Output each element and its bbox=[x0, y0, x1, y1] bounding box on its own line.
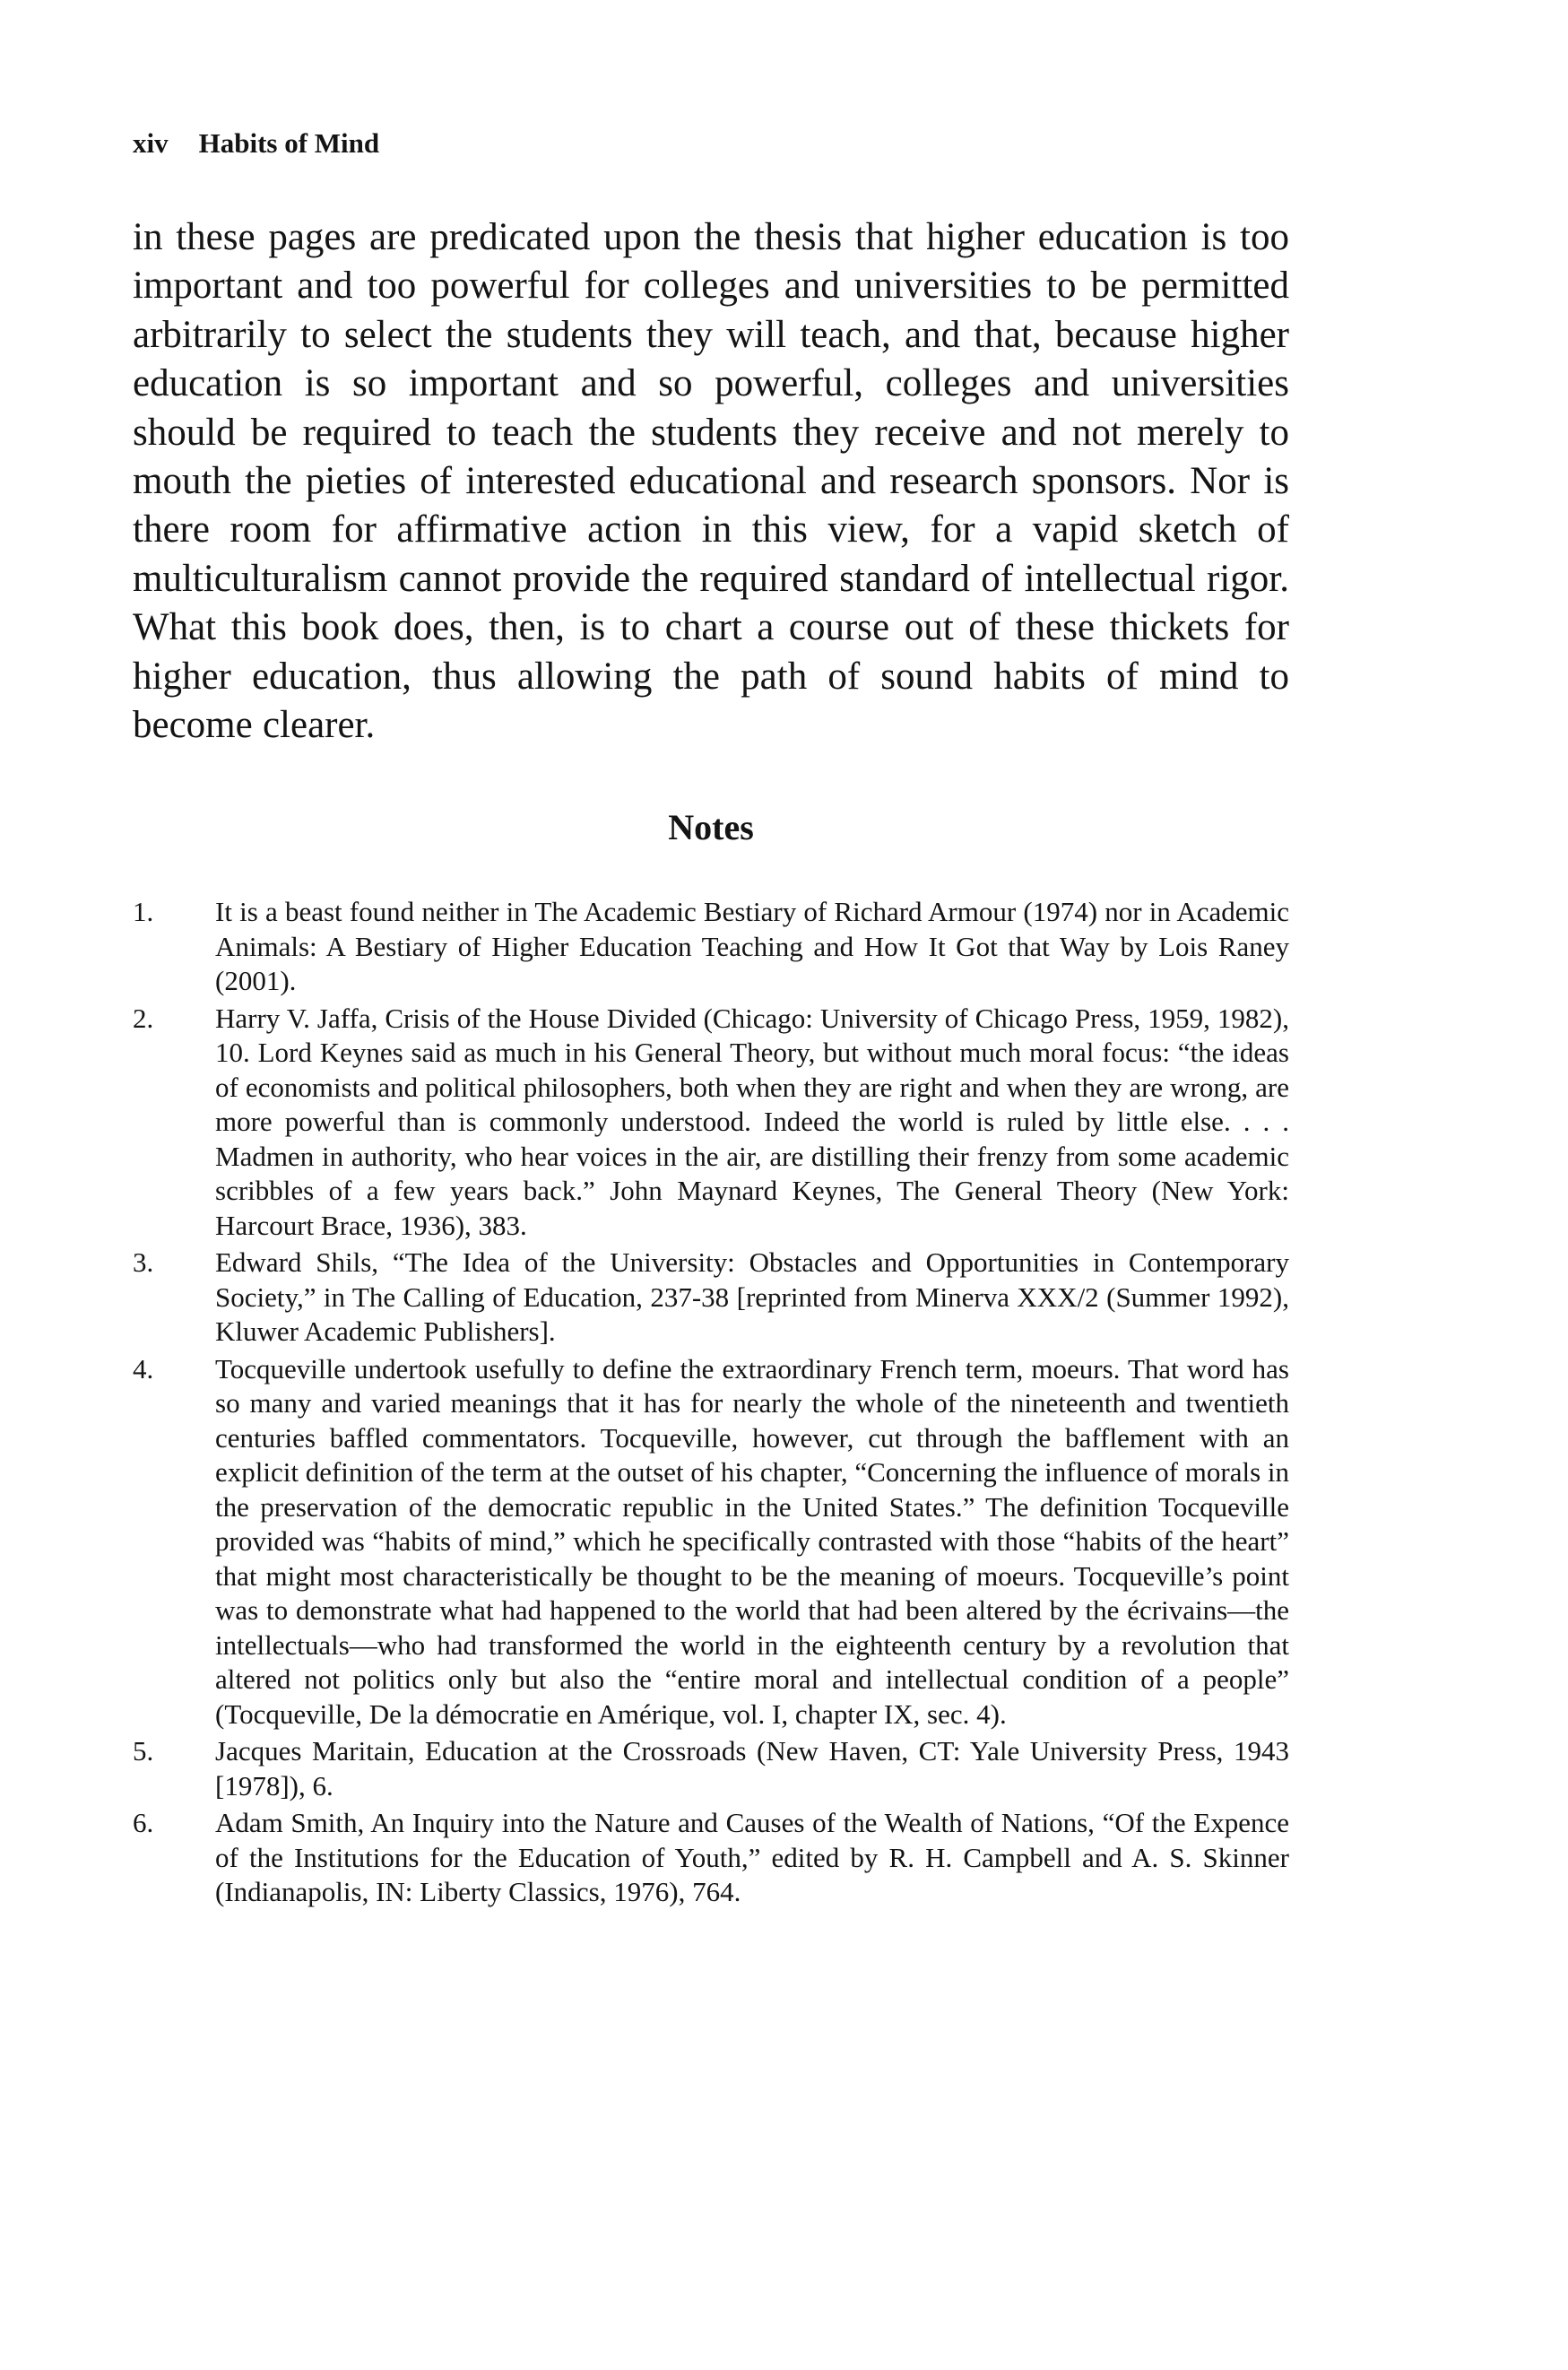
running-head bbox=[133, 126, 1289, 161]
note-item bbox=[133, 1246, 1289, 1350]
note-text: Adam Smith, An Inquiry into the Nature and Causes of the Wealth of Nations, “Of the Expence of the Institutions for the Education of Youth,” edited by R. H. Campbell and A. S. Skinner (Indianapolis, IN: Liberty Classics, 1976), 764. bbox=[215, 1807, 1289, 1908]
note-item bbox=[133, 895, 1289, 999]
note-number: 2. bbox=[133, 1002, 154, 1034]
note-item bbox=[133, 1806, 1289, 1910]
note-text: Tocqueville undertook usefully to define the extraordinary French term, moeurs. That word has so many and varied meanings that it has for nearly the whole of the nineteenth and twentieth centuries baffled commentators. Tocqueville, however, cut through the bafflement with an explicit definition of the term at the outset of his chapter, “Concerning the influence of morals in the preservation of the democratic republic in the United States.” The definition Tocqueville provided was “habits of mind,” which he specifically contrasted with those “habits of the heart” that might most characteristically be thought to be the meaning of moeurs. Tocqueville’s point was to demonstrate what had happened to the world that had been altered by the écrivains—the intellectuals—who had transformed the world in the eighteenth century by a revolution that altered not politics only but also the “entire moral and intellectual condition of a people” (Tocqueville, De la démocratie en Amérique, vol. I, chapter IX, sec. 4). bbox=[215, 1352, 1289, 1730]
note-number: 1. bbox=[133, 896, 154, 928]
note-item bbox=[133, 1352, 1289, 1732]
notes-heading: Notes bbox=[668, 807, 754, 848]
page-number: xiv bbox=[133, 127, 169, 159]
note-number: 6. bbox=[133, 1807, 154, 1839]
note-text: It is a beast found neither in The Academic Bestiary of Richard Armour (1974) nor in Academic Animals: A Bestiary of Higher Education Teaching and How It Got that Way by Lois Raney (2001). bbox=[215, 896, 1289, 997]
body-paragraph: in these pages are predicated upon the thesis that higher education is too important and too powerful for colleges and universities to be permitted arbitrarily to select the students they will teach, and that, because higher education is so important and so powerful, colleges and universities should be required to teach the students they receive and not merely to mouth the pieties of interested educational and research sponsors. Nor is there room for affirmative action in this view, for a vapid sketch of multiculturalism cannot provide the required standard of intellectual rigor. What this book does, then, is to chart a course out of these thickets for higher education, thus allowing the path of sound habits of mind to become clearer. bbox=[133, 216, 1289, 747]
note-text: Edward Shils, “The Idea of the University: Obstacles and Opportunities in Contemporary Society,” in The Calling of Education, 237-38 [reprinted from Minerva XXX/2 (Summer 1992), Kluwer Academic Publishers]. bbox=[215, 1246, 1289, 1348]
note-number: 4. bbox=[133, 1352, 154, 1385]
note-text: Jacques Maritain, Education at the Crossroads (New Haven, CT: Yale University Press, 1943 [1978]), 6. bbox=[215, 1735, 1289, 1801]
running-title: Habits of Mind bbox=[198, 127, 380, 159]
notes-list bbox=[133, 895, 1289, 1910]
note-number: 3. bbox=[133, 1246, 154, 1279]
book-page bbox=[133, 126, 1289, 1913]
note-item bbox=[133, 1734, 1289, 1803]
note-text: Harry V. Jaffa, Crisis of the House Divided (Chicago: University of Chicago Press, 1959, 1982), 10. Lord Keynes said as much in his General Theory, but without much moral focus: “the ideas of economists and political philosophers, both when they are right and when they are wrong, are more powerful than is commonly understood. Indeed the world is ruled by little else. . . . Madmen in authority, who hear voices in the air, are distilling their frenzy from some academic scribbles of a few years back.” John Maynard Keynes, The General Theory (New York: Harcourt Brace, 1936), 383. bbox=[215, 1002, 1289, 1241]
note-item bbox=[133, 1002, 1289, 1244]
note-number: 5. bbox=[133, 1735, 154, 1767]
